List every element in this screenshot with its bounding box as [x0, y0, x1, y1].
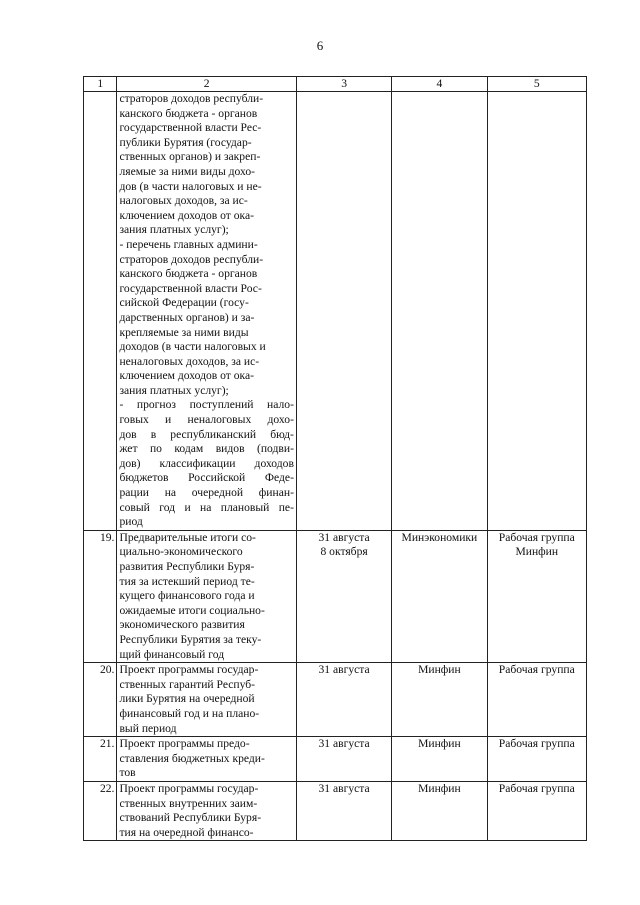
- header-cell-5: 5: [487, 77, 586, 92]
- text-line: тов: [119, 766, 136, 780]
- text-line: ляемые за ними виды дохо-: [119, 164, 256, 178]
- text-line: Рабочая группа: [498, 737, 575, 751]
- text-line: ствований Республики Буря-: [119, 811, 262, 825]
- row-number: 21.: [84, 737, 117, 782]
- text-line: ключением доходов от ока-: [119, 208, 255, 222]
- text-line: государственной власти Рос-: [119, 281, 262, 295]
- participants-cell: [487, 530, 586, 662]
- text-line: риод: [119, 515, 143, 529]
- schedule-table: [83, 76, 587, 841]
- text-line: налоговых доходов, за ис-: [119, 194, 248, 208]
- text-line: ственных внутренних заим-: [119, 796, 258, 810]
- text-line: тия на очередной финансо-: [119, 825, 254, 839]
- text-line: канского бюджета - органов: [119, 267, 258, 281]
- text-line: экономического развития: [119, 618, 245, 632]
- text-line: канского бюджета - органов: [119, 106, 258, 120]
- text-line: доходов (в части налоговых и: [119, 340, 266, 354]
- text-line: ставления бюджетных креди-: [119, 751, 265, 765]
- text-line: Рабочая группа: [498, 663, 575, 677]
- table-row: [84, 781, 587, 840]
- text-line: кущего финансового года и: [119, 589, 255, 603]
- date-cell: [296, 530, 391, 662]
- text-line: совый год и на плановый пе-: [119, 500, 294, 514]
- participants-cell: [487, 92, 586, 531]
- text-line: страторов доходов республи-: [119, 252, 264, 266]
- text-line: ственных органов) и закреп-: [119, 150, 261, 164]
- text-line: зания платных услуг);: [119, 383, 229, 397]
- text-line: - перечень главных админи-: [119, 237, 258, 251]
- participants-cell: [487, 781, 586, 840]
- table-row: [84, 663, 587, 737]
- date-cell: [296, 663, 391, 737]
- header-cell-2: 2: [117, 77, 296, 92]
- header-cell-4: 4: [392, 77, 487, 92]
- text-line: публики Бурятия (государ-: [119, 135, 252, 149]
- text-line: 31 августа: [318, 781, 370, 795]
- text-line: тия за истекший период те-: [119, 574, 255, 588]
- text-line: Предварительные итоги со-: [119, 530, 256, 544]
- header-cell-1: 1: [84, 77, 117, 92]
- text-line: ственных гарантий Респуб-: [119, 677, 256, 691]
- text-line: 8 октября: [320, 545, 368, 559]
- text-line: зания платных услуг);: [119, 223, 229, 237]
- text-line: лики Бурятия на очередной: [119, 692, 255, 706]
- date-cell: [296, 737, 391, 782]
- responsible-cell: [392, 92, 487, 531]
- text-line: 31 августа: [318, 663, 370, 677]
- text-line: дарственных органов) и за-: [119, 310, 255, 324]
- text-line: бюджетов Российской Феде-: [119, 471, 294, 485]
- text-line: крепляемые за ними виды: [119, 325, 249, 339]
- text-line: ключением доходов от ока-: [119, 369, 255, 383]
- text-line: Проект программы государ-: [119, 663, 259, 677]
- row-number: 22.: [84, 781, 117, 840]
- text-line: жет по кодам видов (подви-: [119, 442, 294, 456]
- page-number: 6: [316, 38, 324, 53]
- text-line: Проект программы государ-: [119, 781, 259, 795]
- row-number: 19.: [84, 530, 117, 662]
- text-line: дов) классификации доходов: [119, 456, 294, 470]
- responsible-cell: Минэкономики: [392, 530, 487, 662]
- responsible-cell: Минфин: [392, 737, 487, 782]
- text-line: рации на очередной финан-: [119, 486, 294, 500]
- table-row: [84, 737, 587, 782]
- continuation-row: [84, 92, 587, 531]
- text-line: ожидаемые итоги социально-: [119, 603, 265, 617]
- text-line: Рабочая группа: [498, 781, 575, 795]
- text-line: говых и неналоговых дохо-: [119, 413, 294, 427]
- date-cell: [296, 92, 391, 531]
- text-line: вый период: [119, 721, 177, 735]
- participants-cell: [487, 737, 586, 782]
- text-line: циально-экономического: [119, 545, 243, 559]
- text-line: неналоговых доходов, за ис-: [119, 354, 260, 368]
- text-line: 31 августа: [318, 530, 370, 544]
- description-cell: [117, 530, 296, 662]
- date-cell: [296, 781, 391, 840]
- description-cell: [117, 92, 296, 531]
- text-line: Проект программы предо-: [119, 737, 250, 751]
- description-cell: [117, 781, 296, 840]
- text-line: государственной власти Рес-: [119, 121, 262, 135]
- header-row: [84, 77, 587, 92]
- text-line: Минфин: [515, 545, 559, 559]
- text-line: щий финансовый год: [119, 647, 225, 661]
- table-row: [84, 530, 587, 662]
- text-line: сийской Федерации (госу-: [119, 296, 249, 310]
- text-line: 31 августа: [318, 737, 370, 751]
- number-cell: [84, 92, 117, 531]
- text-line: - прогноз поступлений нало-: [119, 398, 294, 412]
- row-number: 20.: [84, 663, 117, 737]
- description-cell: [117, 737, 296, 782]
- text-line: развития Республики Буря-: [119, 560, 255, 573]
- responsible-cell: Минфин: [392, 663, 487, 737]
- text-line: дов в республиканский бюд-: [119, 427, 294, 441]
- text-line: финансовый год и на плано-: [119, 706, 260, 720]
- text-line: Республики Бурятия за теку-: [119, 632, 262, 646]
- text-line: страторов доходов республи-: [119, 92, 264, 105]
- description-cell: [117, 663, 296, 737]
- header-cell-3: 3: [296, 77, 391, 92]
- responsible-cell: Минфин: [392, 781, 487, 840]
- text-line: Рабочая группа: [498, 530, 575, 544]
- text-line: дов (в части налоговых и не-: [119, 179, 262, 193]
- participants-cell: [487, 663, 586, 737]
